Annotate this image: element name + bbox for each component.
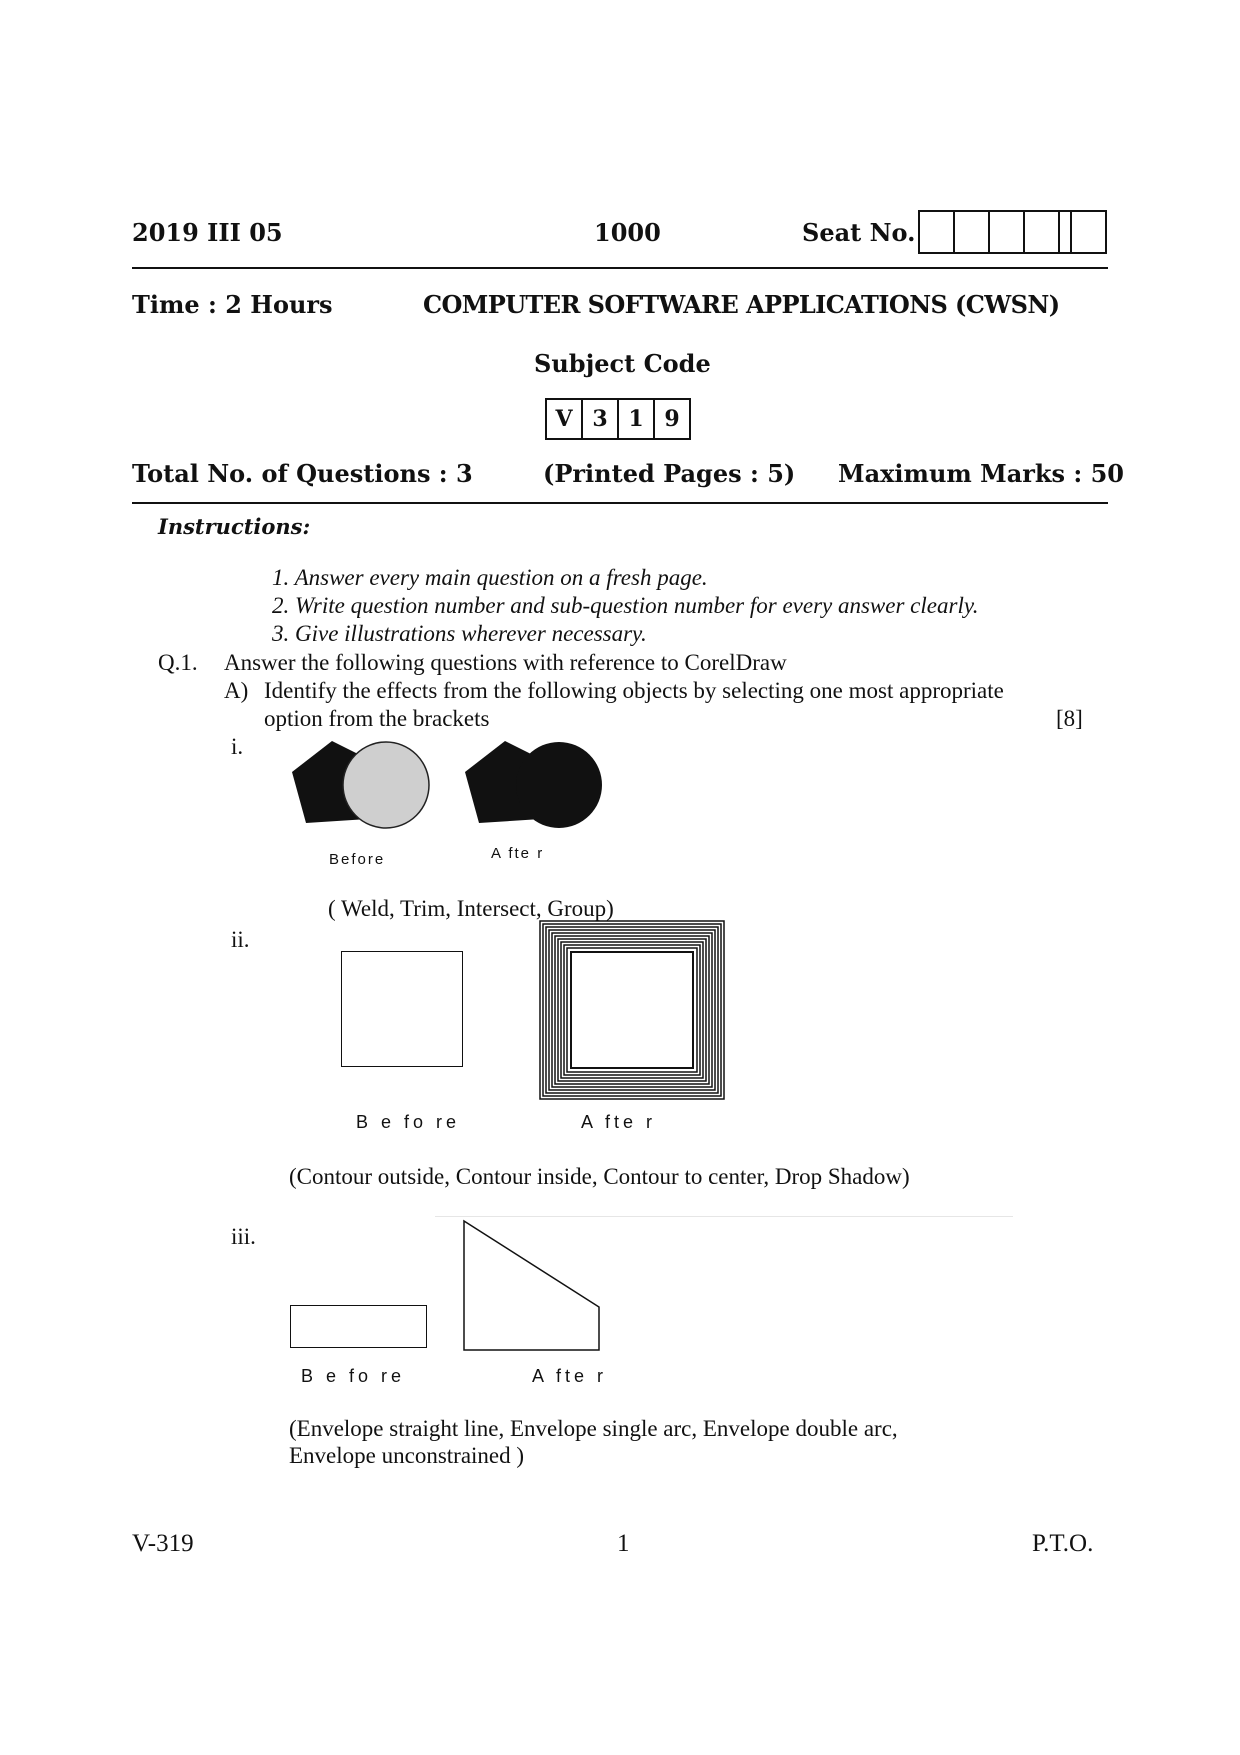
question-number: Q.1.	[158, 650, 198, 675]
code-char: V	[545, 398, 583, 440]
before-caption: Before	[329, 851, 386, 868]
instruction-item: 2. Write question number and sub-question number for every answer clearly.	[272, 593, 979, 618]
options-text: ( Weld, Trim, Intersect, Group)	[328, 896, 614, 921]
after-caption: A fte r	[581, 1112, 657, 1132]
seat-box[interactable]	[1023, 210, 1060, 254]
instructions-heading: Instructions:	[158, 514, 311, 539]
seat-box[interactable]	[953, 210, 990, 254]
header-rule	[132, 267, 1108, 269]
maximum-marks: Maximum Marks : 50	[838, 459, 1125, 488]
envelope-after-figure	[463, 1220, 603, 1352]
contour-before-square	[341, 951, 463, 1067]
item-numeral: iii.	[231, 1224, 256, 1249]
after-caption: A fte r	[532, 1366, 608, 1386]
marks: [8]	[1056, 706, 1083, 731]
weld-after-figure	[463, 735, 613, 835]
weld-before-figure	[290, 735, 440, 835]
faint-divider	[435, 1216, 1013, 1217]
seat-box[interactable]	[1070, 210, 1107, 254]
contour-after-figure	[539, 920, 725, 1100]
page-number: 1	[617, 1530, 630, 1557]
exam-code: 2019 III 05	[132, 218, 283, 247]
options-text-line1: (Envelope straight line, Envelope single arc, Envelope double arc,	[289, 1416, 898, 1441]
code-char: 9	[653, 398, 691, 440]
subject-code-label: Subject Code	[534, 349, 711, 378]
instruction-item: 3. Give illustrations wherever necessary.	[272, 621, 647, 646]
options-text: (Contour outside, Contour inside, Contour to center, Drop Shadow)	[289, 1164, 910, 1189]
options-text-line2: Envelope unconstrained )	[289, 1443, 525, 1468]
part-text-line2: option from the brackets	[264, 706, 490, 731]
please-turn-over: P.T.O.	[1032, 1530, 1094, 1557]
seat-box[interactable]	[918, 210, 955, 254]
seat-label: Seat No.	[802, 218, 916, 247]
item-numeral: ii.	[231, 927, 250, 952]
before-caption: B e fo re	[356, 1112, 461, 1132]
total-questions: Total No. of Questions : 3	[132, 459, 473, 488]
header-rule-2	[132, 502, 1108, 504]
before-caption: B e fo re	[301, 1366, 406, 1386]
after-caption: A fte r	[491, 845, 545, 862]
item-numeral: i.	[231, 734, 244, 759]
part-text-line1: Identify the effects from the following objects by selecting one most appropriate	[264, 678, 1004, 703]
envelope-before-rectangle	[290, 1305, 427, 1348]
paper-count: 1000	[594, 218, 661, 247]
seat-box[interactable]	[988, 210, 1025, 254]
time-allowed: Time : 2 Hours	[132, 290, 333, 319]
code-char: 1	[617, 398, 655, 440]
part-label: A)	[224, 678, 249, 703]
printed-pages: (Printed Pages : 5)	[543, 459, 796, 488]
instruction-item: 1. Answer every main question on a fresh page.	[272, 565, 708, 590]
question-text: Answer the following questions with reference to CorelDraw	[224, 650, 787, 675]
subject-title: COMPUTER SOFTWARE APPLICATIONS (CWSN)	[423, 290, 1060, 319]
footer-code: V-319	[132, 1530, 194, 1557]
code-char: 3	[581, 398, 619, 440]
